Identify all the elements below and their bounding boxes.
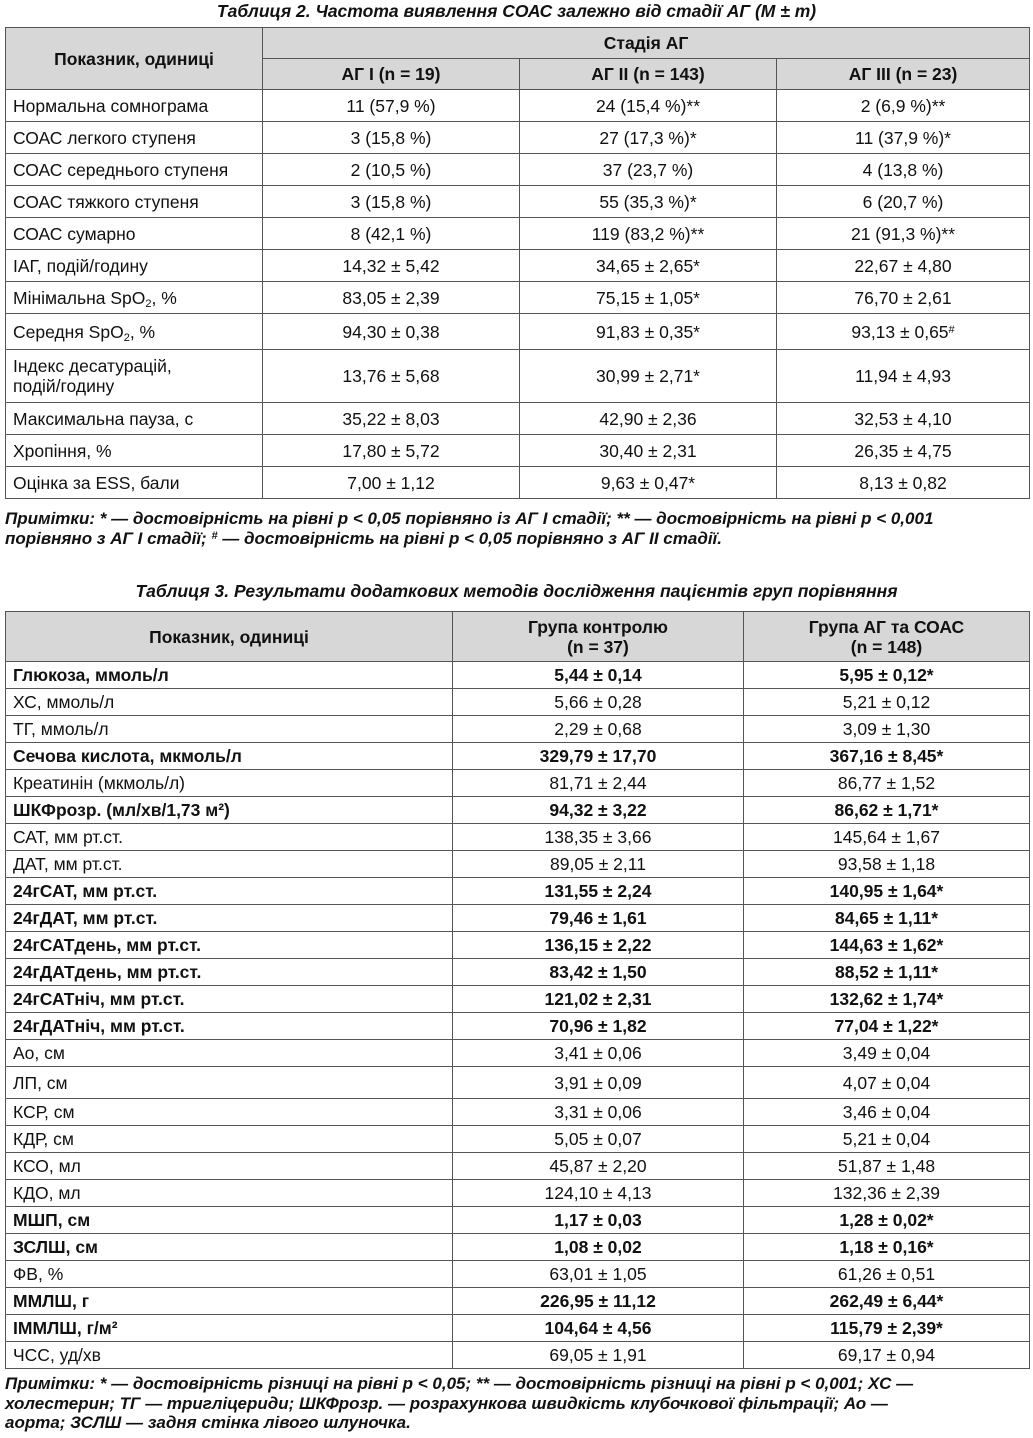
cell-value: 119 (83,2 %)**	[520, 218, 777, 250]
table-row	[6, 662, 1030, 689]
table-row	[6, 435, 1030, 467]
cell-value: 32,53 ± 4,10	[777, 403, 1030, 435]
table2-note	[5, 509, 1025, 548]
table-row	[6, 1067, 1030, 1099]
cell-group: 140,95 ± 1,64*	[744, 878, 1030, 905]
table-row	[6, 770, 1030, 797]
row-label: 24гСАТдень, мм рт.ст.	[6, 932, 453, 959]
cell-value-text: 93,13 ± 0,65	[851, 321, 949, 342]
table2-header-col-2: АГ ІІ (n = 143)	[520, 59, 777, 90]
table2-note-line-1: Примітки: * — достовірність на рівні р < 0,05 порівняно із АГ І стадії; ** — достовірність на рівні р < 0,001	[5, 509, 934, 528]
cell-value: 76,70 ± 2,61	[777, 282, 1030, 314]
table-row	[6, 1288, 1030, 1315]
row-label-suffix: , %	[129, 321, 156, 342]
row-label: ХС, ммоль/л	[6, 689, 453, 716]
table-row	[6, 186, 1030, 218]
cell-value: 37 (23,7 %)	[520, 154, 777, 186]
cell-value: 11 (57,9 %)	[263, 90, 520, 122]
cell-value: 24 (15,4 %)**	[520, 90, 777, 122]
cell-group: 3,49 ± 0,04	[744, 1040, 1030, 1067]
table3-note	[5, 1374, 1025, 1433]
table2-header-col-1: АГ І (n = 19)	[263, 59, 520, 90]
row-label: СОАС тяжкого ступеня	[6, 186, 263, 218]
row-label: ІАГ, подій/годину	[6, 250, 263, 282]
cell-control: 79,46 ± 1,61	[453, 905, 744, 932]
cell-value: 27 (17,3 %)*	[520, 122, 777, 154]
cell-value: 75,15 ± 1,05*	[520, 282, 777, 314]
table-row	[6, 1234, 1030, 1261]
cell-value: 3 (15,8 %)	[263, 122, 520, 154]
table-row	[6, 467, 1030, 499]
cell-group: 262,49 ± 6,44*	[744, 1288, 1030, 1315]
cell-control: 329,79 ± 17,70	[453, 743, 744, 770]
row-label: Креатинін (мкмоль/л)	[6, 770, 453, 797]
row-label: 24гДАТніч, мм рт.ст.	[6, 1013, 453, 1040]
cell-group: 86,77 ± 1,52	[744, 770, 1030, 797]
row-label: ФВ, %	[6, 1261, 453, 1288]
cell-group: 5,21 ± 0,12	[744, 689, 1030, 716]
row-label: ММЛШ, г	[6, 1288, 453, 1315]
cell-control: 124,10 ± 4,13	[453, 1180, 744, 1207]
cell-value: 2 (6,9 %)**	[777, 90, 1030, 122]
hash-marker: #	[948, 323, 955, 336]
table3-note-line-3: аорта; ЗСЛШ — задня стінка лівого шлуночка.	[5, 1413, 411, 1432]
cell-control: 136,15 ± 2,22	[453, 932, 744, 959]
cell-value: 2 (10,5 %)	[263, 154, 520, 186]
cell-group: 93,58 ± 1,18	[744, 851, 1030, 878]
cell-control: 70,96 ± 1,82	[453, 1013, 744, 1040]
cell-value: 9,63 ± 0,47*	[520, 467, 777, 499]
table2	[5, 27, 1030, 499]
cell-group: 144,63 ± 1,62*	[744, 932, 1030, 959]
cell-control: 121,02 ± 2,31	[453, 986, 744, 1013]
row-label	[6, 282, 263, 314]
cell-group: 5,21 ± 0,04	[744, 1126, 1030, 1153]
row-label-line-2: подій/годину	[13, 376, 115, 396]
cell-group: 132,36 ± 2,39	[744, 1180, 1030, 1207]
cell-control: 104,64 ± 4,56	[453, 1315, 744, 1342]
header-line-2: (n = 37)	[567, 636, 629, 657]
row-label: Нормальна сомнограма	[6, 90, 263, 122]
table-row	[6, 1342, 1030, 1369]
cell-value: 8 (42,1 %)	[263, 218, 520, 250]
table-row	[6, 1126, 1030, 1153]
table3-caption: Таблиця 3. Результати додаткових методів дослідження пацієнтів груп порівняння	[135, 581, 898, 601]
table3-header-group	[744, 612, 1030, 662]
table-row	[6, 314, 1030, 350]
table-row	[6, 1040, 1030, 1067]
cell-control: 89,05 ± 2,11	[453, 851, 744, 878]
cell-group: 51,87 ± 1,48	[744, 1153, 1030, 1180]
row-label: ІММЛШ, г/м²	[6, 1315, 453, 1342]
table-row	[6, 986, 1030, 1013]
table2-header-stage: Стадія АГ	[263, 28, 1030, 59]
cell-control: 81,71 ± 2,44	[453, 770, 744, 797]
cell-control: 131,55 ± 2,24	[453, 878, 744, 905]
table-row	[6, 1207, 1030, 1234]
cell-value: 26,35 ± 4,75	[777, 435, 1030, 467]
cell-group: 367,16 ± 8,45*	[744, 743, 1030, 770]
row-label: ТГ, ммоль/л	[6, 716, 453, 743]
cell-group: 132,62 ± 1,74*	[744, 986, 1030, 1013]
row-label: СОАС середнього ступеня	[6, 154, 263, 186]
row-label: СОАС сумарно	[6, 218, 263, 250]
cell-group: 61,26 ± 0,51	[744, 1261, 1030, 1288]
table-row	[6, 824, 1030, 851]
table-row	[6, 1099, 1030, 1126]
cell-value: 42,90 ± 2,36	[520, 403, 777, 435]
cell-value: 8,13 ± 0,82	[777, 467, 1030, 499]
note-text: порівняно з АГ І стадії;	[5, 528, 212, 548]
cell-group: 3,09 ± 1,30	[744, 716, 1030, 743]
table-row	[6, 878, 1030, 905]
table-row	[6, 403, 1030, 435]
table-row	[6, 1261, 1030, 1288]
cell-value: 83,05 ± 2,39	[263, 282, 520, 314]
cell-control: 2,29 ± 0,68	[453, 716, 744, 743]
row-label: САТ, мм рт.ст.	[6, 824, 453, 851]
table-row	[6, 1153, 1030, 1180]
table-row	[6, 122, 1030, 154]
row-label: КСО, мл	[6, 1153, 453, 1180]
table-row	[6, 350, 1030, 403]
cell-group: 86,62 ± 1,71*	[744, 797, 1030, 824]
row-label: Сечова кислота, мкмоль/л	[6, 743, 453, 770]
cell-control: 3,41 ± 0,06	[453, 1040, 744, 1067]
row-label: КСР, см	[6, 1099, 453, 1126]
row-label: СОАС легкого ступеня	[6, 122, 263, 154]
cell-value: 17,80 ± 5,72	[263, 435, 520, 467]
table-row	[6, 1180, 1030, 1207]
row-label: 24гДАТ, мм рт.ст.	[6, 905, 453, 932]
row-label-text: Мінімальна SpO	[13, 287, 146, 308]
table2-note-line-2	[5, 529, 1025, 549]
cell-value: 14,32 ± 5,42	[263, 250, 520, 282]
row-label: ШКФрозр. (мл/хв/1,73 м²)	[6, 797, 453, 824]
cell-group: 4,07 ± 0,04	[744, 1067, 1030, 1099]
row-label: ЗСЛШ, см	[6, 1234, 453, 1261]
cell-group: 5,95 ± 0,12*	[744, 662, 1030, 689]
table3-body	[6, 662, 1030, 1369]
table-row	[6, 797, 1030, 824]
subscript: 2	[123, 331, 130, 344]
table-row	[6, 250, 1030, 282]
table-row	[6, 716, 1030, 743]
cell-control: 69,05 ± 1,91	[453, 1342, 744, 1369]
cell-control: 5,66 ± 0,28	[453, 689, 744, 716]
cell-value: 6 (20,7 %)	[777, 186, 1030, 218]
cell-value: 11,94 ± 4,93	[777, 350, 1030, 403]
cell-value	[777, 314, 1030, 350]
table-row	[6, 932, 1030, 959]
table3-header-control	[453, 612, 744, 662]
cell-control: 83,42 ± 1,50	[453, 959, 744, 986]
subscript: 2	[145, 297, 152, 310]
cell-control: 3,91 ± 0,09	[453, 1067, 744, 1099]
row-label: ЧСС, уд/хв	[6, 1342, 453, 1369]
cell-value: 13,76 ± 5,68	[263, 350, 520, 403]
row-label: 24гДАТдень, мм рт.ст.	[6, 959, 453, 986]
cell-group: 69,17 ± 0,94	[744, 1342, 1030, 1369]
cell-value: 21 (91,3 %)**	[777, 218, 1030, 250]
cell-control: 1,17 ± 0,03	[453, 1207, 744, 1234]
header-line-1: Група контролю	[528, 616, 668, 637]
row-label: Ао, см	[6, 1040, 453, 1067]
cell-control: 5,05 ± 0,07	[453, 1126, 744, 1153]
cell-value: 30,40 ± 2,31	[520, 435, 777, 467]
table-row	[6, 154, 1030, 186]
table-row	[6, 90, 1030, 122]
table3-header-indicator: Показник, одиниці	[6, 612, 453, 662]
cell-group: 115,79 ± 2,39*	[744, 1315, 1030, 1342]
cell-value: 4 (13,8 %)	[777, 154, 1030, 186]
table-row	[6, 689, 1030, 716]
cell-control: 5,44 ± 0,14	[453, 662, 744, 689]
row-label: МШП, см	[6, 1207, 453, 1234]
row-label: 24гСАТ, мм рт.ст.	[6, 878, 453, 905]
row-label-suffix: , %	[151, 287, 177, 308]
row-label: КДР, см	[6, 1126, 453, 1153]
table-row	[6, 851, 1030, 878]
cell-group: 145,64 ± 1,67	[744, 824, 1030, 851]
note-text: — достовірність на рівні р < 0,05 порівняно з АГ ІІ стадії.	[217, 528, 723, 548]
table-row	[6, 218, 1030, 250]
cell-value: 94,30 ± 0,38	[263, 314, 520, 350]
cell-control: 1,08 ± 0,02	[453, 1234, 744, 1261]
table2-header-col-3: АГ ІІІ (n = 23)	[777, 59, 1030, 90]
hash-marker: #	[211, 529, 218, 542]
cell-value: 11 (37,9 %)*	[777, 122, 1030, 154]
table-row	[6, 282, 1030, 314]
row-label	[6, 314, 263, 350]
cell-control: 94,32 ± 3,22	[453, 797, 744, 824]
table2-caption: Таблиця 2. Частота виявлення СОАС залежно від стадії АГ (М ± m)	[216, 1, 817, 21]
cell-group: 88,52 ± 1,11*	[744, 959, 1030, 986]
table3-note-line-1: Примітки: * — достовірність різниці на рівні р < 0,05; ** — достовірність різниці на рівні р < 0,001; ХС —	[5, 1374, 914, 1393]
row-label: 24гСАТніч, мм рт.ст.	[6, 986, 453, 1013]
header-line-1: Група АГ та СОАС	[808, 616, 965, 637]
table3	[5, 611, 1030, 1369]
table-row	[6, 743, 1030, 770]
cell-group: 1,28 ± 0,02*	[744, 1207, 1030, 1234]
cell-control: 63,01 ± 1,05	[453, 1261, 744, 1288]
row-label: ЛП, см	[6, 1067, 453, 1099]
row-label: Хропіння, %	[6, 435, 263, 467]
row-label-line-1: Індекс десатурацій,	[13, 356, 172, 376]
row-label: Оцінка за ESS, бали	[6, 467, 263, 499]
cell-control: 226,95 ± 11,12	[453, 1288, 744, 1315]
cell-value: 34,65 ± 2,65*	[520, 250, 777, 282]
cell-value: 7,00 ± 1,12	[263, 467, 520, 499]
row-label: ДАТ, мм рт.ст.	[6, 851, 453, 878]
table-row	[6, 959, 1030, 986]
row-label: Глюкоза, ммоль/л	[6, 662, 453, 689]
row-label-text: Середня SpO	[13, 321, 124, 342]
row-label	[6, 350, 263, 403]
cell-value: 35,22 ± 8,03	[263, 403, 520, 435]
cell-value: 55 (35,3 %)*	[520, 186, 777, 218]
cell-group: 84,65 ± 1,11*	[744, 905, 1030, 932]
row-label: КДО, мл	[6, 1180, 453, 1207]
table-row	[6, 905, 1030, 932]
cell-group: 3,46 ± 0,04	[744, 1099, 1030, 1126]
cell-control: 3,31 ± 0,06	[453, 1099, 744, 1126]
cell-group: 77,04 ± 1,22*	[744, 1013, 1030, 1040]
table-row	[6, 1013, 1030, 1040]
cell-value: 22,67 ± 4,80	[777, 250, 1030, 282]
cell-group: 1,18 ± 0,16*	[744, 1234, 1030, 1261]
row-label: Максимальна пауза, с	[6, 403, 263, 435]
cell-value: 3 (15,8 %)	[263, 186, 520, 218]
table-row	[6, 1315, 1030, 1342]
cell-value: 91,83 ± 0,35*	[520, 314, 777, 350]
header-line-2: (n = 148)	[850, 636, 923, 657]
table3-note-line-2: холестерин; ТГ — тригліцериди; ШКФрозр. — розрахункова швидкість клубочкової фільтрації; Ао —	[5, 1393, 888, 1413]
cell-control: 138,35 ± 3,66	[453, 824, 744, 851]
table2-header-indicator: Показник, одиниці	[6, 28, 263, 90]
cell-control: 45,87 ± 2,20	[453, 1153, 744, 1180]
cell-value: 30,99 ± 2,71*	[520, 350, 777, 403]
